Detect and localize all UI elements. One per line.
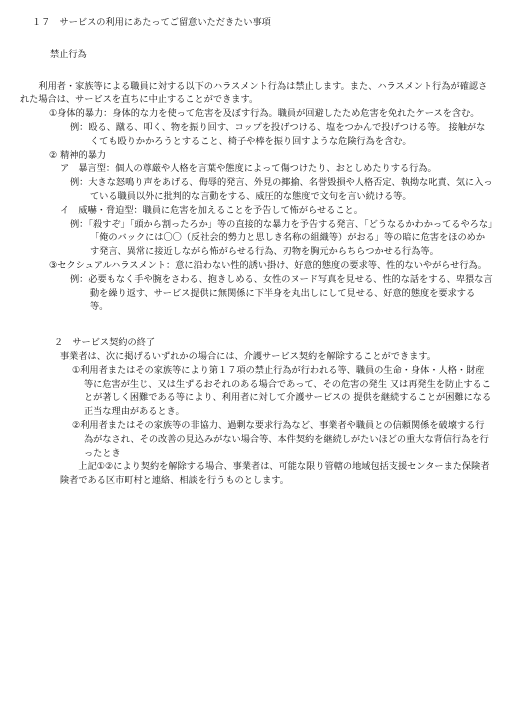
sexual-harassment-example: 例：必要もなく手や腕をさわる、抱きしめる、女性のヌード写真を見せる、性的な話をする、卑猥な言動を繰り返す、サービス提供に無関係に下半身を丸出しにして見せる、好意的態度を要求する等。 [70, 273, 493, 313]
physical-violence-example: 例：殴る、蹴る、叩く、物を振り回す、コップを投げつける、塩をつかんで投げつける等。 接触がなくても殴りかかろうとすること、椅子や棒を振り回すような危険行為を含む。 [70, 121, 486, 147]
verbal-abuse-item: ア 暴言型：個人の尊厳や人格を言葉や態度によって傷つけたり、おとしめたりする行為。 [60, 163, 437, 175]
termination-reason-1: ①利用者またはその家族等により第１７項の禁止行為が行われる等、職員の生命・身体・人格・財産等に危害が生じ、又は生ずるおそれのある場合であって、その危害の発生 又は再発生を防止することが著しく困難である等により、利用者に対して介護サービスの 提供を継続することが困難になる正当な理由があるとき。 [72, 364, 492, 418]
verbal-abuse-example: 例：大きな怒鳴り声をあげる、侮辱的発言、外見の揶揄、名誉毀損や人格否定、執拗な叱責、気に入っている職員以外に批判的な言動をする、威圧的な態度で文句を言い続ける等。 [70, 177, 493, 202]
section-17-title: １７ サービスの利用にあたってご留意いただきたい事項 [32, 17, 271, 28]
contract-termination-intro: 事業者は、次に掲げるいずれかの場合には、介護サービス契約を解除することができます。 [60, 350, 436, 362]
physical-violence-item: ①身体的暴力：身体的な力を使って危害を及ぼす行為。職員が回避したため危害を免れたケースを含む。 [49, 108, 480, 120]
intimidation-item: イ 威嚇・脅迫型：職員に危害を加えることを予告して怖がらせること。 [60, 204, 363, 216]
harassment-intro: 利用者・家族等による職員に対する以下のハラスメント行為は禁止します。また、ハラスメント行為が確認された場合は、サービスを直ちに中止することができます。 [20, 80, 488, 106]
sexual-harassment-item: ③セクシュアルハラスメント：意に沿わない性的誘い掛け、好意的態度の要求等、性的ないやがらせ行為。 [49, 259, 487, 271]
termination-note: 上記①②により契約を解除する場合、事業者は、可能な限り管轄の地域包括支援センターまた保険者険者である区市町村と連絡、相談を行うものとします。 [60, 461, 490, 487]
termination-reason-2: ②利用者またはその家族等の非協力、過剰な要求行為など、事業者や職員との信頼関係を破壊する行為がなされ、その改善の見込みがない場合等、本件契約を継続しがたいほどの重大な背信行為を行ったとき [72, 419, 489, 459]
prohibited-acts-heading: 禁止行為 [50, 48, 87, 60]
section-2-title: ２ サービス契約の終了 [54, 337, 156, 349]
intimidation-example: 例：「殺すぞ」「頭から割ったろか」等の直接的な暴力を予告する発言、「どうなるかわかってるやろな」「俺のバックには〇〇（反社会的勢力と思しき名称の組織等）がおる」等の暗に危害をほのめかす発言、異常に接近しながら怖がらせる行為、刃物を胸元からちらつかせる行為等。 [70, 218, 493, 258]
mental-violence-item: ② 精神的暴力 [49, 149, 107, 161]
